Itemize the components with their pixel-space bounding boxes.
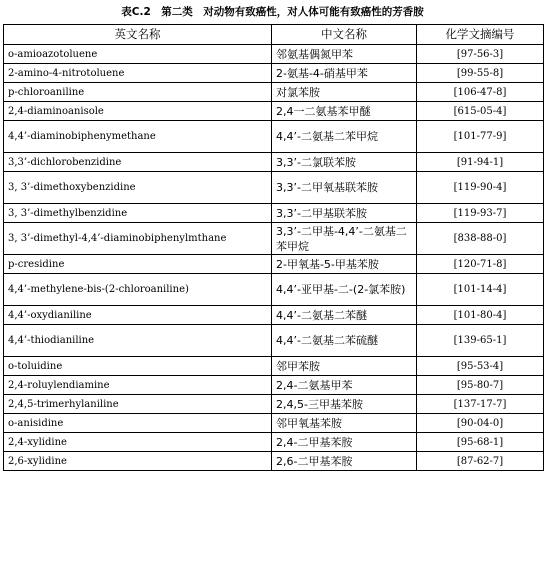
chinese-name-cell: 4,4’-二氨基二苯甲烷 <box>272 121 417 153</box>
table-row <box>4 306 544 325</box>
chinese-name-cell: 2,4一二氨基苯甲醚 <box>272 102 417 121</box>
cas-number-cell: [120-71-8] <box>417 255 544 274</box>
english-name-cell: 2-amino-4-nitrotoluene <box>4 64 272 83</box>
cas-number-cell: [119-90-4] <box>417 172 544 204</box>
table-row <box>4 64 544 83</box>
chinese-name-cell: 邻甲苯胺 <box>272 357 417 376</box>
header-english-name: 英文名称 <box>4 25 272 45</box>
amine-table <box>3 24 544 471</box>
header-row <box>4 25 544 45</box>
table-row <box>4 121 544 153</box>
cas-number-cell: [91-94-1] <box>417 153 544 172</box>
chinese-name-cell: 3,3’-二甲基-4,4’-二氨基二苯甲烷 <box>272 223 417 255</box>
table-row <box>4 83 544 102</box>
table-row <box>4 357 544 376</box>
english-name-cell: 3, 3’-dimethylbenzidine <box>4 204 272 223</box>
english-name-cell: 4,4’-thiodianiline <box>4 325 272 357</box>
cas-number-cell: [95-53-4] <box>417 357 544 376</box>
cas-number-cell: [99-55-8] <box>417 64 544 83</box>
english-name-cell: p-chloroaniline <box>4 83 272 102</box>
chinese-name-cell: 2,4-二氨基甲苯 <box>272 376 417 395</box>
table-row <box>4 376 544 395</box>
chinese-name-cell: 4,4’-亚甲基-二-(2-氯苯胺) <box>272 274 417 306</box>
table-row <box>4 153 544 172</box>
chinese-name-cell: 4,4’-二氨基二苯硫醚 <box>272 325 417 357</box>
english-name-cell: o-amioazotoluene <box>4 45 272 64</box>
table-row <box>4 223 544 255</box>
chinese-name-cell: 4,4’-二氨基二苯醚 <box>272 306 417 325</box>
cas-number-cell: [119-93-7] <box>417 204 544 223</box>
header-chinese-name: 中文名称 <box>272 25 417 45</box>
english-name-cell: 2,4-roluylendiamine <box>4 376 272 395</box>
english-name-cell: 3, 3’-dimethyl-4,4’-diaminobiphenylmthane <box>4 223 272 255</box>
table-row <box>4 395 544 414</box>
cas-number-cell: [137-17-7] <box>417 395 544 414</box>
table-row <box>4 45 544 64</box>
english-name-cell: 3, 3’-dimethoxybenzidine <box>4 172 272 204</box>
chinese-name-cell: 2,4-二甲基苯胺 <box>272 433 417 452</box>
chinese-name-cell: 3,3’-二甲基联苯胺 <box>272 204 417 223</box>
english-name-cell: o-anisidine <box>4 414 272 433</box>
header-cas-number: 化学文摘编号 <box>417 25 544 45</box>
english-name-cell: 4,4’-methylene-bis-(2-chloroaniline) <box>4 274 272 306</box>
table-row <box>4 414 544 433</box>
chinese-name-cell: 邻氨基偶氮甲苯 <box>272 45 417 64</box>
table-row <box>4 274 544 306</box>
table-caption: 表C.2 第二类 对动物有致癌性，对人体可能有致癌性的芳香胺 <box>121 6 424 18</box>
cas-number-cell: [90-04-0] <box>417 414 544 433</box>
chinese-name-cell: 2,4,5-三甲基苯胺 <box>272 395 417 414</box>
chinese-name-cell: 2-氨基-4-硝基甲苯 <box>272 64 417 83</box>
cas-number-cell: [615-05-4] <box>417 102 544 121</box>
cas-number-cell: [838-88-0] <box>417 223 544 255</box>
cas-number-cell: [101-77-9] <box>417 121 544 153</box>
chinese-name-cell: 3,3’-二甲氧基联苯胺 <box>272 172 417 204</box>
english-name-cell: 2,4-xylidine <box>4 433 272 452</box>
chinese-name-cell: 3,3’-二氯联苯胺 <box>272 153 417 172</box>
table-row <box>4 172 544 204</box>
cas-number-cell: [101-14-4] <box>417 274 544 306</box>
english-name-cell: 2,6-xylidine <box>4 452 272 471</box>
table-row <box>4 325 544 357</box>
cas-number-cell: [95-80-7] <box>417 376 544 395</box>
cas-number-cell: [139-65-1] <box>417 325 544 357</box>
english-name-cell: 4,4’-oxydianiline <box>4 306 272 325</box>
chinese-name-cell: 2,6-二甲基苯胺 <box>272 452 417 471</box>
table-row <box>4 433 544 452</box>
english-name-cell: 3,3’-dichlorobenzidine <box>4 153 272 172</box>
english-name-cell: 4,4’-diaminobiphenymethane <box>4 121 272 153</box>
table-row <box>4 102 544 121</box>
cas-number-cell: [95-68-1] <box>417 433 544 452</box>
english-name-cell: p-cresidine <box>4 255 272 274</box>
table-row <box>4 255 544 274</box>
table-row <box>4 452 544 471</box>
english-name-cell: 2,4,5-trimerhylaniline <box>4 395 272 414</box>
chinese-name-cell: 对氯苯胺 <box>272 83 417 102</box>
english-name-cell: 2,4-diaminoanisole <box>4 102 272 121</box>
cas-number-cell: [101-80-4] <box>417 306 544 325</box>
cas-number-cell: [87-62-7] <box>417 452 544 471</box>
english-name-cell: o-toluidine <box>4 357 272 376</box>
chinese-name-cell: 2-甲氧基-5-甲基苯胺 <box>272 255 417 274</box>
chinese-name-cell: 邻甲氧基苯胺 <box>272 414 417 433</box>
cas-number-cell: [106-47-8] <box>417 83 544 102</box>
table-row <box>4 204 544 223</box>
cas-number-cell: [97-56-3] <box>417 45 544 64</box>
